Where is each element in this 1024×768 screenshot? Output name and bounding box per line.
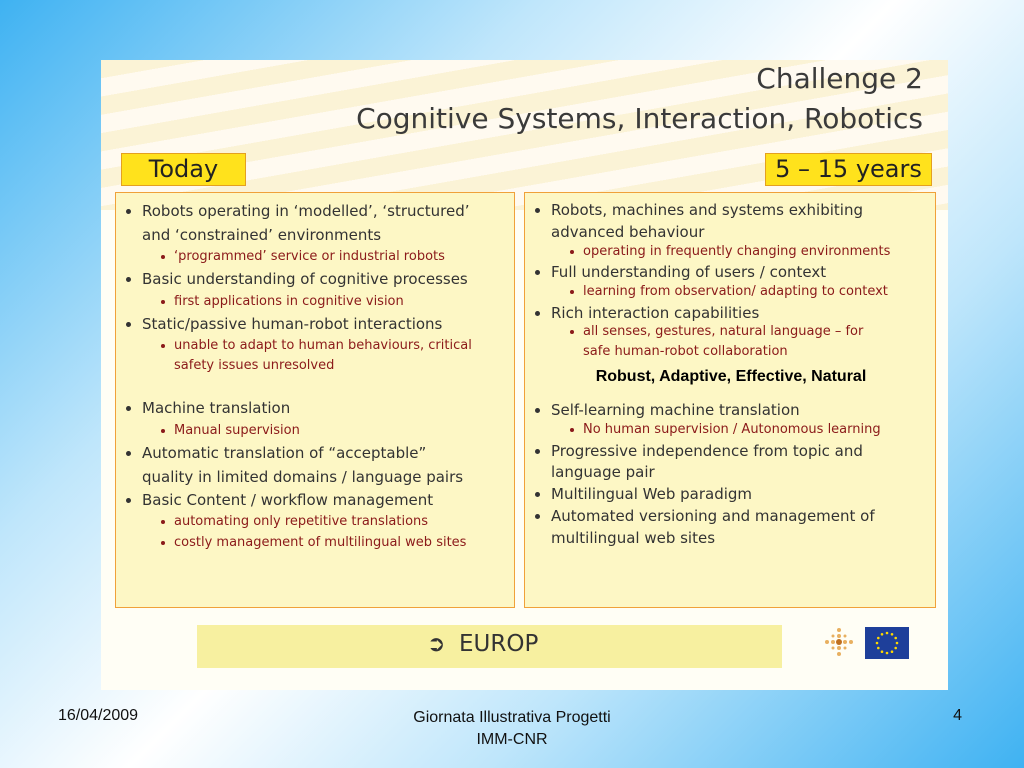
list-item: Robots operating in ‘modelled’, ‘structured’ xyxy=(142,202,470,220)
future-tag: 5 – 15 years xyxy=(765,153,932,186)
sub-list-item: Manual supervision xyxy=(174,423,300,438)
sub-list-item: all senses, gestures, natural language – for xyxy=(583,324,864,339)
eu-flag-icon xyxy=(865,627,909,659)
sub-list-item-continuation: safety issues unresolved xyxy=(174,358,335,373)
slide-title-line1: Challenge 2 xyxy=(756,62,923,95)
sub-list-item: automating only repetitive translations xyxy=(174,514,429,529)
robust-label: Robust, Adaptive, Effective, Natural xyxy=(595,368,867,385)
footer-center-line2: IMM-CNR xyxy=(476,731,548,748)
slide-image xyxy=(101,60,948,690)
list-item: Automated versioning and management of xyxy=(551,507,875,525)
sub-list-item: operating in frequently changing environments xyxy=(583,244,891,259)
footer-center-line1: Giornata Illustrativa Progetti xyxy=(413,709,611,726)
today-tag: Today xyxy=(121,153,246,186)
list-item: Basic understanding of cognitive processes xyxy=(142,270,468,288)
slide-title-line2: Cognitive Systems, Interaction, Robotics xyxy=(356,102,923,135)
future-panel xyxy=(524,192,936,608)
eu-side-mark xyxy=(881,607,891,627)
list-item: Progressive independence from topic and xyxy=(551,442,863,460)
sub-list-item: No human supervision / Autonomous learning xyxy=(583,422,881,437)
page-number: 4 xyxy=(953,707,962,724)
europ-label: EUROP xyxy=(459,631,539,657)
sub-list-item: learning from observation/ adapting to context xyxy=(583,284,888,299)
sub-list-item: costly management of multilingual web sites xyxy=(174,535,467,550)
today-panel xyxy=(115,192,515,608)
europ-banner xyxy=(197,625,782,668)
list-item: Multilingual Web paradigm xyxy=(551,485,753,503)
sub-list-item: unable to adapt to human behaviours, critical xyxy=(174,338,472,353)
list-item-continuation: quality in limited domains / language pairs xyxy=(142,468,464,486)
list-item: Rich interaction capabilities xyxy=(551,304,760,322)
sub-list-item: first applications in cognitive vision xyxy=(174,294,404,309)
list-item: Full understanding of users / context xyxy=(551,263,827,281)
list-item: Automatic translation of “acceptable” xyxy=(142,444,427,462)
list-item: Machine translation xyxy=(142,399,291,417)
dots-logo-icon xyxy=(823,626,855,658)
list-item-continuation: multilingual web sites xyxy=(551,529,716,547)
list-item: Self-learning machine translation xyxy=(551,401,800,419)
arrow-right-circle-icon: ➲ xyxy=(427,632,446,657)
list-item-continuation: and ‘constrained’ environments xyxy=(142,226,382,244)
list-item: Basic Content / workflow management xyxy=(142,491,434,509)
sub-list-item: ‘programmed’ service or industrial robots xyxy=(174,249,445,264)
footer-center xyxy=(362,707,662,751)
sub-list-item-continuation: safe human-robot collaboration xyxy=(583,344,788,359)
list-item: Robots, machines and systems exhibiting xyxy=(551,201,863,219)
list-item-continuation: language pair xyxy=(551,463,655,481)
footer-date: 16/04/2009 xyxy=(58,707,139,724)
list-item: Static/passive human-robot interactions xyxy=(142,315,443,333)
list-item-continuation: advanced behaviour xyxy=(551,223,705,241)
